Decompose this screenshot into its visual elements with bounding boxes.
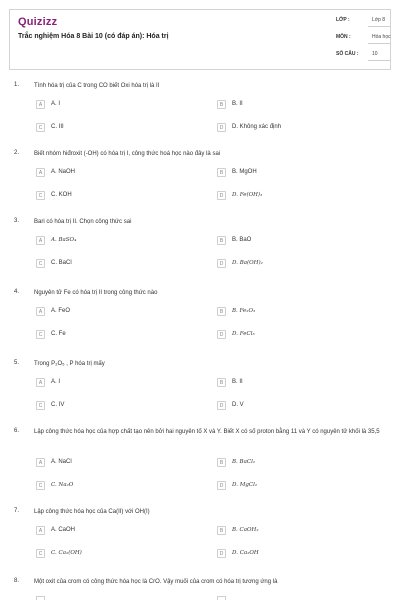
option-letter-box[interactable]: C <box>36 481 45 490</box>
option-text: B. CaOH₂ <box>232 527 259 533</box>
question-text: Biết nhóm hiđroxit (-OH) có hóa trị I, công thức hoá học nào đây là sai <box>34 151 221 157</box>
meta-value: Hóa học <box>372 34 391 40</box>
meta-label: SỐ CÂU : <box>336 51 359 57</box>
meta-value: Lớp 8 <box>372 17 386 23</box>
option-letter-box[interactable]: D <box>217 330 226 339</box>
option-text: A. I <box>51 379 61 385</box>
option-letter-box[interactable]: D <box>217 549 226 558</box>
option-text: C. IV <box>51 402 65 408</box>
question-number: 1. <box>14 82 20 88</box>
question-text: Bari có hóa trị II. Chọn công thức sai <box>34 219 132 225</box>
option-text: A. FeO <box>51 308 71 314</box>
question-text: Lập công thức hóa học của hợp chất tạo nên bởi hai nguyên tố X và Y. Biết X có số proton bằng 11 và Y có nguyên tử khối là 35,5 <box>34 429 380 435</box>
meta-count <box>328 51 398 61</box>
option-c[interactable] <box>36 481 186 493</box>
question-number: 8. <box>14 578 20 584</box>
option-a[interactable] <box>36 236 186 248</box>
option-text: C. KOH <box>51 192 72 198</box>
question-number: 4. <box>14 289 20 295</box>
option-a[interactable] <box>36 168 186 180</box>
option-d[interactable] <box>217 123 367 135</box>
option-letter-box[interactable]: A <box>36 168 45 177</box>
option-letter-box[interactable]: B <box>217 458 226 467</box>
option-letter-box[interactable]: D <box>217 401 226 410</box>
option-letter-box[interactable]: B <box>217 307 226 316</box>
meta-label: MÔN : <box>336 34 351 40</box>
question-number: 2. <box>14 150 20 156</box>
option-letter-box[interactable]: A <box>36 236 45 245</box>
option-text: A. I <box>51 101 61 107</box>
option-d[interactable] <box>217 191 367 203</box>
meta-underline <box>368 26 390 27</box>
question-number: 6. <box>14 428 20 434</box>
option-letter-box[interactable]: C <box>36 259 45 268</box>
question-number: 3. <box>14 218 20 224</box>
option-letter-box[interactable]: C <box>36 330 45 339</box>
option-b[interactable] <box>217 168 367 180</box>
option-text: B. II <box>232 101 243 107</box>
option-letter-box[interactable]: B <box>217 100 226 109</box>
option-c[interactable] <box>36 401 186 413</box>
option-d[interactable] <box>217 401 367 413</box>
meta-value: 10 <box>372 51 378 57</box>
option-a[interactable] <box>36 458 186 470</box>
option-a[interactable] <box>36 378 186 390</box>
quizizz-logo[interactable]: Quizizz <box>18 16 58 28</box>
option-b[interactable] <box>217 458 367 470</box>
option-c[interactable] <box>36 123 186 135</box>
option-text: D. Fe(OH)₃ <box>232 192 263 198</box>
option-a[interactable] <box>36 526 186 538</box>
option-text: D. Không xác định <box>232 124 282 130</box>
option-letter-box[interactable]: B <box>217 378 226 387</box>
option-letter-box[interactable]: A <box>36 458 45 467</box>
option-text: C. BaCl <box>51 260 72 266</box>
question-text: Lập công thức hóa học của Ca(II) với OH(I) <box>34 509 150 515</box>
meta-class <box>328 17 398 27</box>
option-letter-box[interactable]: B <box>217 168 226 177</box>
option-c[interactable] <box>36 549 186 561</box>
option-letter-box[interactable]: D <box>217 481 226 490</box>
option-c[interactable] <box>36 191 186 203</box>
option-d[interactable] <box>217 481 367 493</box>
page-title: Trắc nghiệm Hóa 8 Bài 10 (có đáp án): Hóa trị <box>18 33 169 40</box>
meta-underline <box>368 60 390 61</box>
option-c[interactable] <box>36 330 186 342</box>
question-text: Nguyên tử Fe có hóa trị II trong công thức nào <box>34 290 158 296</box>
meta-label: LỚP : <box>336 17 350 23</box>
question-text: Tính hóa trị của C trong CO biết Oxi hóa trị là II <box>34 83 160 89</box>
option-text: B. BaO <box>232 237 252 243</box>
option-b[interactable] <box>217 236 367 248</box>
option-letter-box[interactable]: A <box>36 307 45 316</box>
option-text: A. CaOH <box>51 527 76 533</box>
question-text: Một oxit của crom có công thức hóa học là CrO. Vậy muối của crom có hóa trị tương ứng là <box>34 579 278 585</box>
option-text: A. NaOH <box>51 169 76 175</box>
option-letter-box[interactable]: C <box>36 401 45 410</box>
option-text: B. Fe₂O₃ <box>232 308 256 314</box>
option-letter-box[interactable]: D <box>217 259 226 268</box>
option-b[interactable] <box>217 378 367 390</box>
option-letter-box[interactable]: B <box>217 236 226 245</box>
option-b[interactable] <box>217 526 367 538</box>
option-a[interactable] <box>36 307 186 319</box>
option-text: C. III <box>51 124 64 130</box>
option-letter-box[interactable]: A <box>36 526 45 535</box>
worksheet-header <box>9 9 391 70</box>
option-letter-box[interactable]: B <box>217 526 226 535</box>
option-text: D. FeCl₃ <box>232 331 255 337</box>
option-text: D. Ca₂OH <box>232 550 259 556</box>
option-text: D. MgCl₂ <box>232 482 258 488</box>
option-d[interactable] <box>217 330 367 342</box>
question-number: 7. <box>14 508 20 514</box>
option-d[interactable] <box>217 549 367 561</box>
option-text: C. Na₂O <box>51 482 74 488</box>
option-text: B. MgOH <box>232 169 257 175</box>
option-text: D. V <box>232 402 244 408</box>
option-letter-box[interactable]: A <box>36 378 45 387</box>
option-box-partial[interactable] <box>36 596 45 600</box>
option-letter-box[interactable]: C <box>36 549 45 558</box>
option-c[interactable] <box>36 259 186 271</box>
option-b[interactable] <box>217 307 367 319</box>
option-text: A. BaSO₄ <box>51 237 77 243</box>
option-letter-box[interactable]: C <box>36 123 45 132</box>
option-letter-box[interactable]: D <box>217 191 226 200</box>
option-text: A. NaCl <box>51 459 72 465</box>
option-text: C. Fe <box>51 331 66 337</box>
option-text: C. Ca₂(OH) <box>51 550 82 556</box>
question-number: 5. <box>14 360 20 366</box>
option-text: D. Ba(OH)₂ <box>232 260 263 266</box>
option-text: B. BaCl₂ <box>232 459 256 465</box>
option-box-partial[interactable] <box>217 596 226 600</box>
question-text: Trong P₂O₅ , P hóa trị mấy <box>34 361 105 367</box>
meta-underline <box>368 43 390 44</box>
option-letter-box[interactable]: D <box>217 123 226 132</box>
option-a[interactable] <box>36 100 186 112</box>
option-text: B. II <box>232 379 243 385</box>
option-b[interactable] <box>217 100 367 112</box>
option-d[interactable] <box>217 259 367 271</box>
option-letter-box[interactable]: A <box>36 100 45 109</box>
option-letter-box[interactable]: C <box>36 191 45 200</box>
meta-subject <box>328 34 398 44</box>
